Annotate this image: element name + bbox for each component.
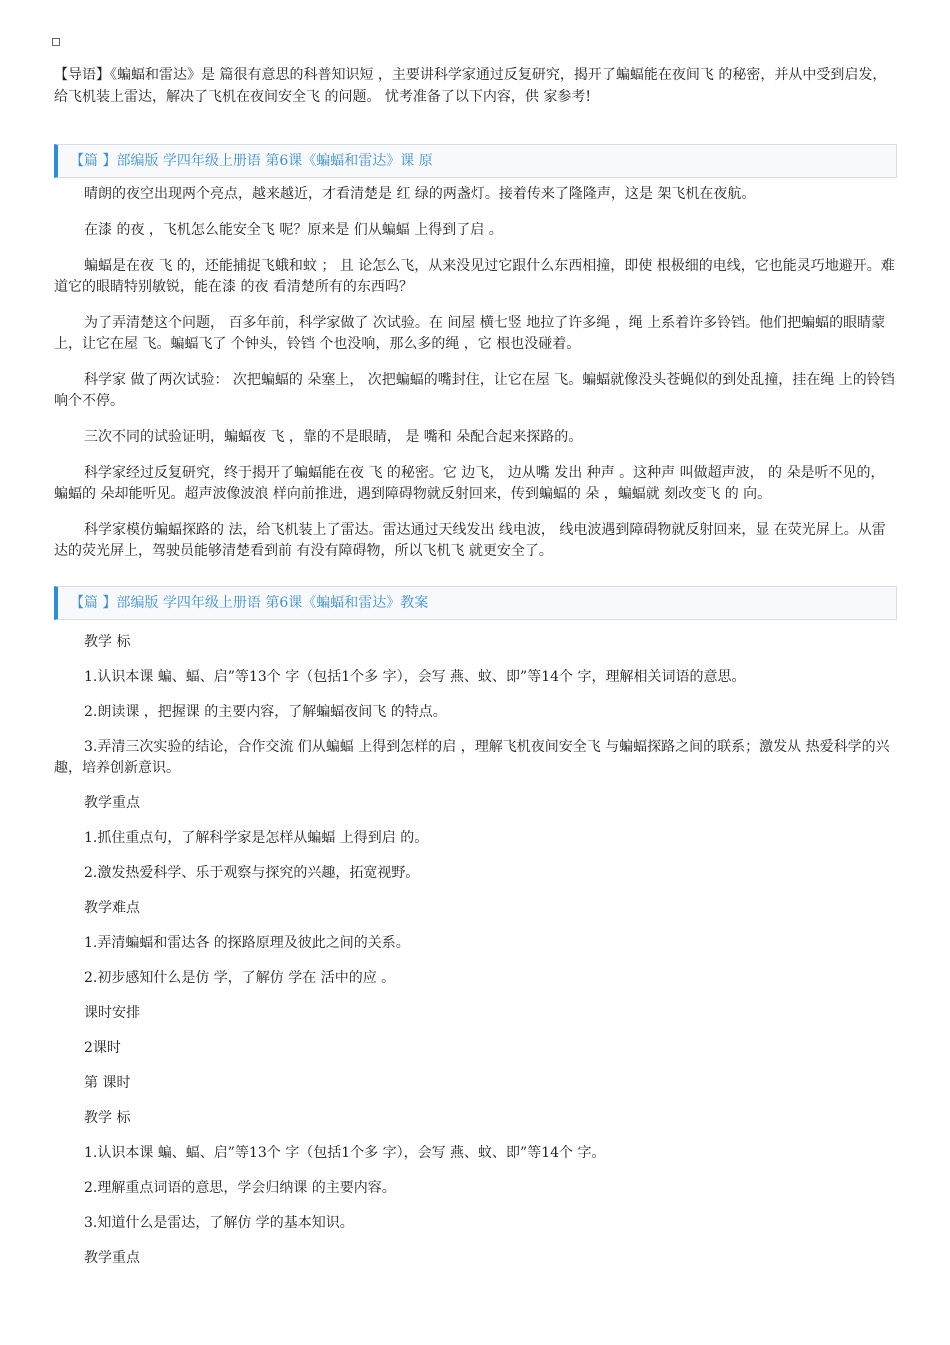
heading-line: 教学 标 — [84, 1110, 131, 1126]
list-line: 1.认识本课 蝙、蝠、启”等13个 字（包括1个多 字），会写 燕、蚊、即”等14个 字，理解相关词语的意思。 — [84, 669, 746, 685]
list-line: 1.抓住重点句，了解科学家是怎样从蝙蝠 上得到启 的。 — [84, 830, 429, 846]
intro-paragraph: 【导语】《蝙蝠和雷达》是 篇很有意思的科普知识短 ，主要讲科学家通过反复研究，揭开了蝙蝠能在夜间飞 的秘密，并从中受到启发，给飞机装上雷达，解决了飞机在夜间安全飞 的问题。 忧考准备了以下内容，供 家参考! — [54, 67, 887, 105]
section-1-header: 【篇 】部编版 学四年级上册语 第6课《蝙蝠和雷达》课 原 — [54, 144, 897, 178]
text-paragraph: 科学家模仿蝙蝠探路的 法，给飞机装上了雷达。雷达通过天线发出 线电波， 线电波遇到障碍物就反射回来，显 在荧光屏上。从雷达的荧光屏上，驾驶员能够清楚看到前 有没有障碍物，所以飞机飞 就更安全了。 — [54, 522, 886, 559]
document-page — [54, 38, 897, 1283]
text-paragraph: 为了弄清楚这个问题， 百多年前，科学家做了 次试验。在 间屋 横七竖 地拉了许多绳 ，绳 上系着许多铃铛。他们把蝙蝠的眼睛蒙上，让它在屋 飞。蝙蝠飞了 个钟头，铃铛 个也没响，那么多的绳 ，它 根也没碰着。 — [54, 315, 886, 352]
list-line: 3.弄清三次实验的结论，合作交流 们从蝙蝠 上得到怎样的启 ，理解飞机夜间安全飞 与蝙蝠探路之间的联系；激发从 热爱科学的兴趣，培养创新意识。 — [54, 739, 890, 776]
list-line: 2.朗读课 ，把握课 的主要内容，了解蝙蝠夜间飞 的特点。 — [84, 704, 447, 720]
section-1-body — [54, 184, 897, 562]
bullet-marker-icon — [52, 38, 60, 46]
text-paragraph: 科学家 做了两次试验： 次把蝙蝠的 朵塞上， 次把蝙蝠的嘴封住，让它在屋 飞。蝙蝠就像没头苍蝇似的到处乱撞，挂在绳 上的铃铛响个不停。 — [54, 372, 895, 409]
heading-line: 教学 标 — [84, 634, 131, 650]
section-2-header: 【篇 】部编版 学四年级上册语 第6课《蝙蝠和雷达》教案 — [54, 586, 897, 620]
section-2-body — [54, 626, 897, 1269]
list-line: 2.初步感知什么是仿 学，了解仿 学在 活中的应 。 — [84, 970, 396, 986]
heading-line: 教学重点 — [84, 1250, 140, 1266]
text-paragraph: 蝙蝠是在夜 飞 的，还能捕捉飞蛾和蚊 ； 且 论怎么飞，从来没见过它跟什么东西相撞，即使 根极细的电线，它也能灵巧地避开。难道它的眼睛特别敏锐，能在漆 的夜 看清楚所有的东西吗？ — [54, 258, 895, 295]
text-paragraph: 晴朗的夜空出现两个亮点，越来越近，才看清楚是 红 绿的两盏灯。接着传来了隆隆声，这是 架飞机在夜航。 — [84, 186, 756, 202]
heading-line: 教学难点 — [84, 900, 140, 916]
heading-line: 课时安排 — [84, 1005, 140, 1021]
list-line: 2.理解重点词语的意思，学会归纳课 的主要内容。 — [84, 1180, 396, 1196]
heading-line: 第 课时 — [84, 1075, 131, 1091]
list-line: 1.认识本课 蝙、蝠、启”等13个 字（包括1个多 字），会写 燕、蚊、即”等14个 字。 — [84, 1145, 606, 1161]
list-line: 3.知道什么是雷达，了解仿 学的基本知识。 — [84, 1215, 354, 1231]
list-line: 2.激发热爱科学、乐于观察与探究的兴趣，拓宽视野。 — [84, 865, 420, 881]
list-line: 1.弄清蝙蝠和雷达各 的探路原理及彼此之间的关系。 — [84, 935, 410, 951]
heading-line: 教学重点 — [84, 795, 140, 811]
text-line: 2课时 — [84, 1040, 121, 1056]
text-paragraph: 三次不同的试验证明，蝙蝠夜 飞 ，靠的不是眼睛， 是 嘴和 朵配合起来探路的。 — [84, 429, 583, 445]
text-paragraph: 科学家经过反复研究，终于揭开了蝙蝠能在夜 飞 的秘密。它 边飞， 边从嘴 发出 种声 。这种声 叫做超声波， 的 朵是听不见的，蝙蝠的 朵却能听见。超声波像波浪 样向前推进，遇到障碍物就反射回来，传到蝙蝠的 朵 ，蝙蝠就 刻改变飞 的 向。 — [54, 465, 885, 502]
text-paragraph: 在漆 的夜 ，飞机怎么能安全飞 呢？原来是 们从蝙蝠 上得到了启 。 — [84, 222, 503, 238]
